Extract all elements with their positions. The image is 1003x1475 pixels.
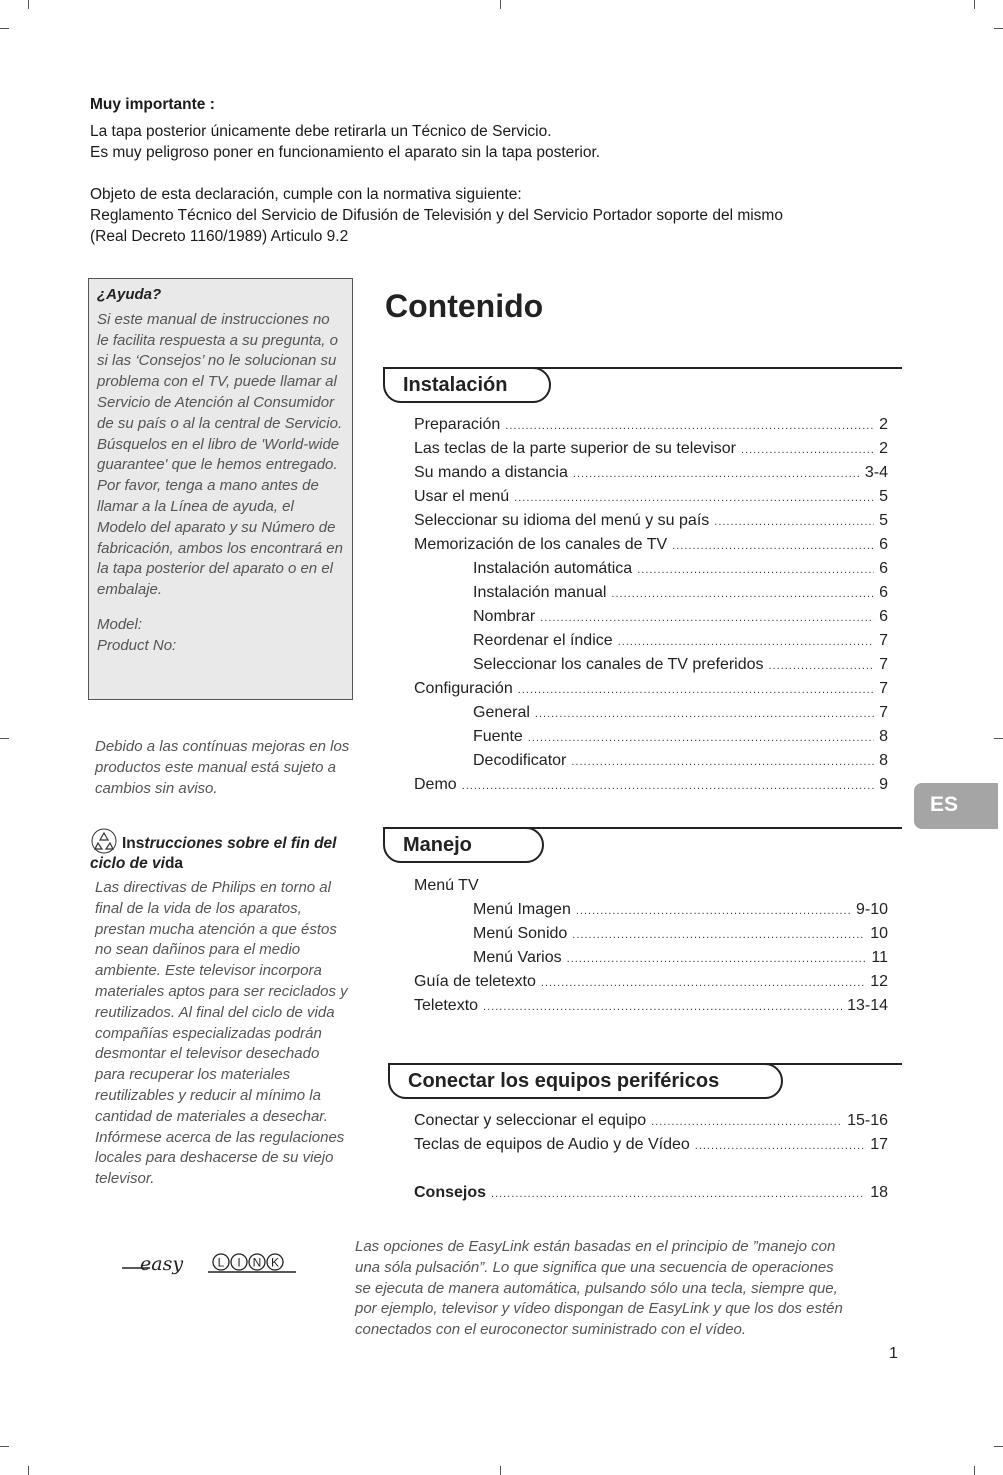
toc-page: 2 xyxy=(879,416,888,433)
intro-line: La tapa posterior únicamente debe retirarla un Técnico de Servicio. xyxy=(90,123,552,140)
toc-row[interactable] xyxy=(414,605,888,629)
toc-label: Guía de teletexto xyxy=(414,973,536,990)
product-number-label: Product No: xyxy=(97,636,177,654)
toc-label: Instalación automática xyxy=(473,560,633,577)
crop-mark xyxy=(0,738,9,739)
easylink-script: easy xyxy=(140,1253,184,1275)
easylink-description: Las opciones de EasyLink están basadas en el principio de ”manejo con una sóla pulsación”. Lo que significa que una secuencia de operaciones se ejecuta de manera automática, pulsando sólo una tecla, siempre que, por ejemplo, televisor y vídeo dispongan de EasyLink y que los dos estén conectados con el euroconector suministrado con el vídeo. xyxy=(355,1238,843,1339)
toc-instalacion xyxy=(414,413,888,797)
crop-mark xyxy=(0,1446,9,1447)
toc-row[interactable] xyxy=(414,653,888,677)
toc-page: 9-10 xyxy=(855,901,888,918)
toc-label: Teletexto xyxy=(414,997,479,1014)
toc-row[interactable] xyxy=(414,725,888,749)
toc-manejo xyxy=(414,874,888,1018)
intro-line: Reglamento Técnico del Servicio de Difusión de Televisión y del Servicio Portador soporte del mismo xyxy=(90,207,783,224)
easylink-letter: I xyxy=(237,1255,241,1270)
crop-mark xyxy=(500,1466,501,1475)
page-title: Contenido xyxy=(385,288,544,324)
toc-label: Preparación xyxy=(414,416,501,433)
toc-label: Instalación manual xyxy=(473,584,607,601)
toc-row[interactable] xyxy=(414,509,888,533)
toc-row[interactable] xyxy=(414,581,888,605)
toc-row[interactable] xyxy=(414,922,888,946)
toc-row[interactable] xyxy=(414,898,888,922)
easylink-letter: K xyxy=(270,1255,280,1270)
toc-label: Conectar y seleccionar el equipo xyxy=(414,1112,647,1129)
toc-page: 7 xyxy=(879,704,888,721)
recycle-icon xyxy=(90,828,118,854)
toc-page: 8 xyxy=(879,752,888,769)
crop-mark xyxy=(994,1446,1003,1447)
crop-mark xyxy=(994,28,1003,29)
crop-mark xyxy=(994,738,1003,739)
toc-label: Seleccionar su idioma del menú y su país xyxy=(414,512,710,529)
easylink-letter: L xyxy=(217,1255,225,1270)
toc-row[interactable] xyxy=(414,461,888,485)
eol-title-part: trucciones sobre el fin del ciclo de vi xyxy=(90,835,337,872)
toc-page: 6 xyxy=(879,584,888,601)
crop-mark xyxy=(28,0,29,9)
toc-label: Demo xyxy=(414,776,457,793)
toc-row[interactable] xyxy=(414,994,888,1018)
toc-page: 9 xyxy=(879,776,888,793)
toc-page: 5 xyxy=(879,488,888,505)
toc-row[interactable] xyxy=(414,1133,888,1157)
easylink-letter: N xyxy=(252,1255,262,1270)
toc-label: Menú Varios xyxy=(473,949,562,966)
toc-label: Seleccionar los canales de TV preferidos xyxy=(473,656,764,673)
toc-row[interactable] xyxy=(414,970,888,994)
crop-mark xyxy=(974,0,975,9)
toc-row[interactable] xyxy=(414,749,888,773)
toc-label: Usar el menú xyxy=(414,488,510,505)
toc-label: General xyxy=(473,704,530,721)
crop-mark xyxy=(500,0,501,9)
toc-page: 8 xyxy=(879,728,888,745)
toc-page: 5 xyxy=(879,512,888,529)
section-heading-instalacion: Instalación xyxy=(383,367,551,403)
intro-line: (Real Decreto 1160/1989) Articulo 9.2 xyxy=(90,228,349,245)
toc-row[interactable] xyxy=(414,557,888,581)
toc-page: 10 xyxy=(870,925,888,942)
toc-label: Fuente xyxy=(473,728,523,745)
toc-row[interactable] xyxy=(414,773,888,797)
help-body: Si este manual de instrucciones no le facilita respuesta a su pregunta, o si las ‘Consejos’ no le solucionan su problema con el TV, puede llamar al Servicio de Atención al Consumidor de su país o al la central de Servicio. Búsquelos en el libro de 'World-wide guarantee' que le hemos entregado. Por favor, tenga a mano antes de llamar a la Línea de ayuda, el Modelo del aparato y su Número de fabricación, ambos los encontrará en la tapa posterior del aparato o en el embalaje. xyxy=(97,310,343,599)
page-number: 1 xyxy=(889,1345,898,1362)
toc-label: Decodificator xyxy=(473,752,567,769)
toc-label: Menú Sonido xyxy=(473,925,568,942)
eol-body: Las directivas de Philips en torno al final de la vida de los aparatos, prestan mucha atención a que éstos no sean dañinos para el medio ambiente. Este televisor incorpora materiales aptos para ser reciclados y reutilizados. Al final del ciclo de vida compañías especializadas podrán desmontar el televisor desechado para recuperar los materiales reutilizables y reducir al mínimo la cantidad de materiales a desechar. Infórmese acerca de las regulaciones locales para deshacerse de su viejo televisor. xyxy=(95,879,348,1188)
section-heading-manejo: Manejo xyxy=(383,827,544,863)
toc-label: Menú TV xyxy=(414,877,479,894)
crop-mark xyxy=(28,1466,29,1475)
toc-page: 15-16 xyxy=(847,1112,888,1129)
toc-page: 7 xyxy=(879,656,888,673)
toc-row-consejos[interactable] xyxy=(414,1181,888,1205)
toc-page: 7 xyxy=(879,632,888,649)
help-title: ¿Ayuda? xyxy=(97,286,162,303)
toc-page: 18 xyxy=(870,1184,888,1201)
toc-page: 11 xyxy=(871,949,888,966)
toc-label: Reordenar el índice xyxy=(473,632,613,649)
eol-title-part: da xyxy=(164,855,184,872)
toc-page: 13-14 xyxy=(847,997,888,1014)
toc-row[interactable] xyxy=(414,946,888,970)
toc-row[interactable] xyxy=(414,485,888,509)
toc-label: Menú Imagen xyxy=(473,901,571,918)
toc-page: 6 xyxy=(879,608,888,625)
help-box xyxy=(88,278,353,700)
intro-line: Objeto de esta declaración, cumple con la normativa siguiente: xyxy=(90,186,522,203)
toc-page: 2 xyxy=(879,440,888,457)
toc-label: Consejos xyxy=(414,1184,487,1201)
eol-title-part: Ins xyxy=(122,835,145,852)
section-heading-perifericos: Conectar los equipos periféricos xyxy=(388,1063,783,1099)
toc-row[interactable] xyxy=(414,677,888,701)
changes-notice: Debido a las contínuas mejoras en los productos este manual está sujeto a cambios sin aviso. xyxy=(95,738,350,797)
toc-page: 17 xyxy=(870,1136,888,1153)
crop-mark xyxy=(974,1466,975,1475)
toc-row[interactable] xyxy=(414,533,888,557)
toc-page: 12 xyxy=(870,973,888,990)
toc-label: Configuración xyxy=(414,680,513,697)
crop-mark xyxy=(0,28,9,29)
toc-label: Memorización de los canales de TV xyxy=(414,536,668,553)
toc-row[interactable] xyxy=(414,437,888,461)
toc-row[interactable] xyxy=(414,1109,888,1133)
toc-row[interactable] xyxy=(414,413,888,437)
model-label: Model: xyxy=(97,615,143,633)
language-tab[interactable]: ES xyxy=(914,783,998,829)
toc-page: 3-4 xyxy=(864,464,888,481)
toc-label: Nombrar xyxy=(473,608,536,625)
toc-page: 7 xyxy=(879,680,888,697)
toc-page: 6 xyxy=(879,560,888,577)
toc-row[interactable] xyxy=(414,701,888,725)
toc-page: 6 xyxy=(879,536,888,553)
toc-label: Teclas de equipos de Audio y de Vídeo xyxy=(414,1136,690,1153)
important-title: Muy importante : xyxy=(90,96,215,113)
toc-label: Su mando a distancia xyxy=(414,464,568,481)
easylink-logo xyxy=(120,1246,300,1282)
toc-row[interactable] xyxy=(414,629,888,653)
toc-label: Las teclas de la parte superior de su televisor xyxy=(414,440,736,457)
intro-block xyxy=(90,94,950,247)
toc-perifericos xyxy=(414,1109,888,1205)
intro-line: Es muy peligroso poner en funcionamiento el aparato sin la tapa posterior. xyxy=(90,144,601,161)
eol-title xyxy=(90,828,352,874)
toc-row[interactable] xyxy=(414,874,888,898)
